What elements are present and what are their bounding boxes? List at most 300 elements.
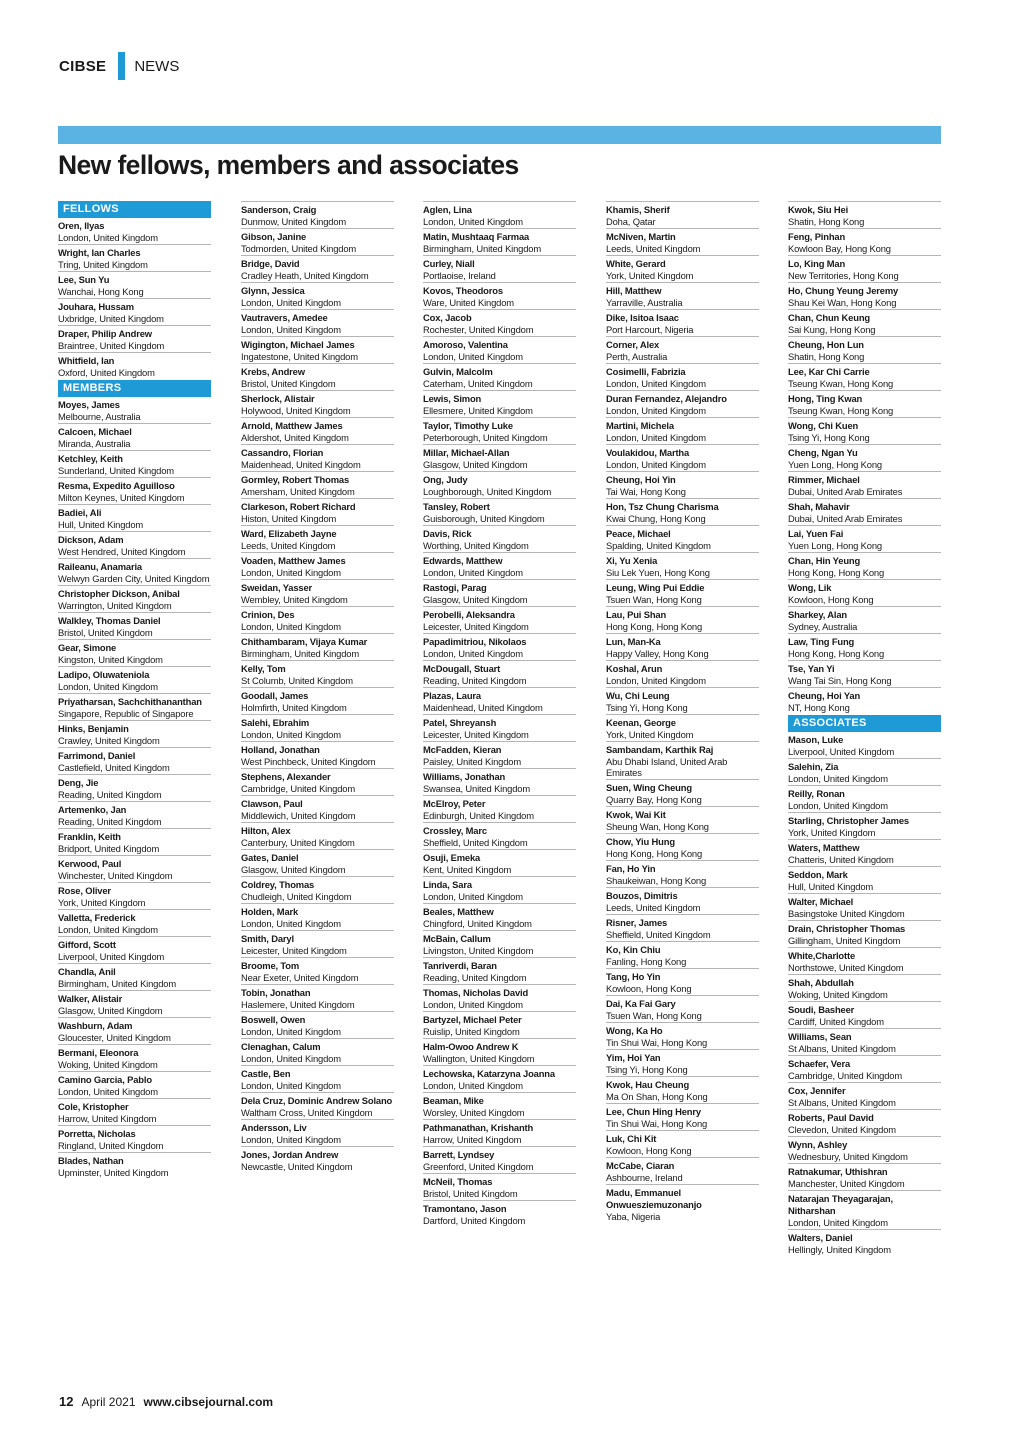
member-location: Cardiff, United Kingdom (788, 1016, 884, 1027)
member-location: Kowloon, Hong Kong (788, 594, 874, 605)
list-item (423, 1092, 576, 1119)
list-item (423, 1200, 576, 1227)
member-name: Wong, Lik (788, 582, 832, 593)
member-name: Hon, Tsz Chung Charisma (606, 501, 719, 512)
member-name: Clawson, Paul (241, 798, 303, 809)
list-item (606, 498, 759, 525)
member-name: Lee, Kar Chi Carrie (788, 366, 870, 377)
member-name: McElroy, Peter (423, 798, 486, 809)
member-location: Kingston, United Kingdom (58, 654, 163, 665)
member-location: Birmingham, United Kingdom (58, 978, 177, 989)
list-item (788, 785, 941, 812)
member-location: Milton Keynes, United Kingdom (58, 492, 185, 503)
list-item (58, 504, 211, 531)
member-name: Chow, Yiu Hung (606, 836, 675, 847)
member-name: White,Charlotte (788, 950, 856, 961)
list-item (241, 876, 394, 903)
list-item (423, 957, 576, 984)
member-name: Cassandro, Florian (241, 447, 324, 458)
list-item (423, 795, 576, 822)
list-item (241, 714, 394, 741)
member-name: Bermani, Eleonora (58, 1047, 139, 1058)
member-name: Tansley, Robert (423, 501, 490, 512)
list-item (423, 552, 576, 579)
list-item (241, 687, 394, 714)
member-location: London, United Kingdom (423, 567, 523, 578)
member-location: Glasgow, United Kingdom (423, 594, 528, 605)
member-name: Hill, Matthew (606, 285, 662, 296)
list-item (241, 606, 394, 633)
member-location: Bristol, United Kingdom (423, 1188, 518, 1199)
list-item (606, 1022, 759, 1049)
member-name: Cox, Jennifer (788, 1085, 846, 1096)
list-item (58, 450, 211, 477)
list-item (423, 1065, 576, 1092)
list-item (423, 768, 576, 795)
list-item (241, 282, 394, 309)
member-location: Gloucester, United Kingdom (58, 1032, 171, 1043)
member-name: Cosimelli, Fabrizia (606, 366, 686, 377)
member-location: Tsing Yi, Hong Kong (606, 702, 688, 713)
member-location: Hull, United Kingdom (788, 881, 874, 892)
list-item (423, 417, 576, 444)
member-location: Tin Shui Wai, Hong Kong (606, 1037, 708, 1048)
member-name: Lai, Yuen Fai (788, 528, 844, 539)
member-location: Maidenhead, United Kingdom (423, 702, 543, 713)
member-name: Aglen, Lina (423, 204, 472, 215)
list-item (423, 1146, 576, 1173)
member-name: Rose, Oliver (58, 885, 111, 896)
member-location: London, United Kingdom (241, 621, 341, 632)
list-item (241, 201, 394, 228)
list-item (241, 390, 394, 417)
list-item (606, 444, 759, 471)
member-location: London, United Kingdom (241, 567, 341, 578)
list-item (788, 1229, 941, 1256)
member-location: Leeds, United Kingdom (241, 540, 336, 551)
member-location: London, United Kingdom (606, 405, 706, 416)
list-item (58, 855, 211, 882)
member-location: Wang Tai Sin, Hong Kong (788, 675, 892, 686)
member-location: Siu Lek Yuen, Hong Kong (606, 567, 710, 578)
list-item (606, 552, 759, 579)
member-location: Kowloon Bay, Hong Kong (788, 243, 891, 254)
member-name: Goodall, James (241, 690, 309, 701)
member-name: Lee, Sun Yu (58, 274, 110, 285)
member-name: Sherlock, Alistair (241, 393, 315, 404)
member-name: Badiei, Ali (58, 507, 102, 518)
member-name: Plazas, Laura (423, 690, 481, 701)
member-name: Dike, Isitoa Isaac (606, 312, 679, 323)
list-item (241, 1119, 394, 1146)
list-item (241, 363, 394, 390)
member-name: Kovos, Theodoros (423, 285, 503, 296)
member-location: Warrington, United Kingdom (58, 600, 172, 611)
member-location: Canterbury, United Kingdom (241, 837, 355, 848)
member-location: Perth, Australia (606, 351, 668, 362)
member-location: Liverpool, United Kingdom (58, 951, 165, 962)
column-2 (241, 201, 394, 1173)
member-name: Andersson, Liv (241, 1122, 307, 1133)
member-location: Chatteris, United Kingdom (788, 854, 894, 865)
list-item (58, 909, 211, 936)
list-item (788, 974, 941, 1001)
list-item (241, 1038, 394, 1065)
list-item (606, 1157, 759, 1184)
member-location: Glasgow, United Kingdom (423, 459, 528, 470)
website-link[interactable]: www.cibsejournal.com (143, 1395, 274, 1409)
member-name: Gibson, Janine (241, 231, 307, 242)
member-location: Woking, United Kingdom (58, 1059, 158, 1070)
column-3 (423, 201, 576, 1227)
list-item (58, 352, 211, 379)
list-item (423, 282, 576, 309)
list-item (241, 1065, 394, 1092)
member-location: London, United Kingdom (241, 297, 341, 308)
member-name: Chan, Hin Yeung (788, 555, 861, 566)
list-item (606, 806, 759, 833)
member-name: Wigington, Michael James (241, 339, 355, 350)
member-name: White, Gerard (606, 258, 666, 269)
member-name: Blades, Nathan (58, 1155, 124, 1166)
list-item (58, 271, 211, 298)
member-name: Tang, Ho Yin (606, 971, 661, 982)
member-location: Tsing Yi, Hong Kong (788, 432, 870, 443)
list-item (58, 244, 211, 271)
list-item (788, 839, 941, 866)
list-item (606, 660, 759, 687)
member-name: Moyes, James (58, 399, 120, 410)
member-name: Lee, Chun Hing Henry (606, 1106, 701, 1117)
list-item (241, 660, 394, 687)
list-item (788, 471, 941, 498)
member-location: Wembley, United Kingdom (241, 594, 348, 605)
member-name: Gormley, Robert Thomas (241, 474, 350, 485)
member-location: Tseung Kwan, Hong Kong (788, 405, 894, 416)
list-item (788, 606, 941, 633)
member-name: Boswell, Owen (241, 1014, 306, 1025)
list-item (423, 1011, 576, 1038)
member-name: Gates, Daniel (241, 852, 299, 863)
member-name: Lo, King Man (788, 258, 846, 269)
member-location: Tsing Yi, Hong Kong (606, 1064, 688, 1075)
member-name: Jones, Jordan Andrew (241, 1149, 339, 1160)
member-name: Madu, Emmanuel Onwuesziemuzonanjo (606, 1187, 702, 1210)
member-location: London, United Kingdom (606, 459, 706, 470)
member-location: Kowloon, Hong Kong (606, 983, 692, 994)
member-name: Salehi, Ebrahim (241, 717, 310, 728)
list-item (606, 833, 759, 860)
list-item (606, 1103, 759, 1130)
member-location: Hull, United Kingdom (58, 519, 144, 530)
member-location: Cradley Heath, United Kingdom (241, 270, 369, 281)
member-location: Edinburgh, United Kingdom (423, 810, 534, 821)
member-name: Koshal, Arun (606, 663, 663, 674)
list-item (241, 768, 394, 795)
member-location: Newcastle, United Kingdom (241, 1161, 353, 1172)
list-item (241, 255, 394, 282)
list-item (58, 639, 211, 666)
list-item (423, 363, 576, 390)
member-location: Hong Kong, Hong Kong (788, 567, 885, 578)
member-name: Sweidan, Yasser (241, 582, 313, 593)
member-location: Aldershot, United Kingdom (241, 432, 349, 443)
list-item (606, 860, 759, 887)
member-location: Tsuen Wan, Hong Kong (606, 594, 702, 605)
member-name: Millar, Michael-Allan (423, 447, 510, 458)
member-location: West Hendred, United Kingdom (58, 546, 186, 557)
list-item (788, 525, 941, 552)
member-location: St Albans, United Kingdom (788, 1043, 896, 1054)
list-item (241, 1011, 394, 1038)
list-item (788, 417, 941, 444)
member-location: Singapore, Republic of Singapore (58, 708, 194, 719)
list-item (241, 741, 394, 768)
member-name: Kwok, Wai Kit (606, 809, 666, 820)
list-item (241, 930, 394, 957)
section-heading: FELLOWS (58, 201, 211, 218)
member-name: Wong, Chi Kuen (788, 420, 859, 431)
member-location: Welwyn Garden City, United Kingdom (58, 573, 210, 584)
member-location: London, United Kingdom (241, 1026, 341, 1037)
member-name: Rastogi, Parag (423, 582, 487, 593)
member-location: Castlefield, United Kingdom (58, 762, 170, 773)
member-name: Wynn, Ashley (788, 1139, 848, 1150)
list-item (606, 1076, 759, 1103)
member-location: London, United Kingdom (58, 1086, 158, 1097)
member-location: Maidenhead, United Kingdom (241, 459, 361, 470)
member-name: Natarajan Theyagarajan, Nitharshan (788, 1193, 893, 1216)
member-location: Cambridge, United Kingdom (788, 1070, 903, 1081)
list-item (788, 1001, 941, 1028)
member-name: Dai, Ka Fai Gary (606, 998, 676, 1009)
member-location: Shatin, Hong Kong (788, 216, 865, 227)
list-item (606, 390, 759, 417)
list-item (58, 1152, 211, 1179)
member-location: London, United Kingdom (58, 232, 158, 243)
member-name: Sanderson, Craig (241, 204, 317, 215)
member-location: Ellesmere, United Kingdom (423, 405, 533, 416)
page-footer (59, 1394, 273, 1409)
member-name: Feng, Pinhan (788, 231, 846, 242)
member-name: McFadden, Kieran (423, 744, 502, 755)
member-name: Roberts, Paul David (788, 1112, 874, 1123)
member-name: Chithambaram, Vijaya Kumar (241, 636, 368, 647)
member-name: Calcoen, Michael (58, 426, 132, 437)
member-location: Caterham, United Kingdom (423, 378, 533, 389)
member-name: McNiven, Martin (606, 231, 676, 242)
member-location: Kowloon, Hong Kong (606, 1145, 692, 1156)
member-location: Dubai, United Arab Emirates (788, 513, 903, 524)
member-location: Manchester, United Kingdom (788, 1178, 905, 1189)
member-name: Ong, Judy (423, 474, 468, 485)
member-name: Sharkey, Alan (788, 609, 848, 620)
member-name: Matin, Mushtaaq Farmaa (423, 231, 530, 242)
member-name: Ratnakumar, Uthishran (788, 1166, 888, 1177)
member-location: NT, Hong Kong (788, 702, 850, 713)
member-name: Lewis, Simon (423, 393, 482, 404)
member-name: Mason, Luke (788, 734, 844, 745)
list-item (58, 828, 211, 855)
list-item (423, 444, 576, 471)
member-location: Sheffield, United Kingdom (423, 837, 528, 848)
list-item (241, 417, 394, 444)
member-location: Livingston, United Kingdom (423, 945, 534, 956)
member-location: Birmingham, United Kingdom (241, 648, 360, 659)
member-location: London, United Kingdom (606, 432, 706, 443)
member-name: Sambandam, Karthik Raj (606, 744, 714, 755)
list-item (58, 298, 211, 325)
member-name: Tobin, Jonathan (241, 987, 311, 998)
member-location: Uxbridge, United Kingdom (58, 313, 164, 324)
member-location: London, United Kingdom (423, 351, 523, 362)
member-name: Cole, Kristopher (58, 1101, 129, 1112)
list-item (423, 660, 576, 687)
member-name: Lau, Pui Shan (606, 609, 667, 620)
member-location: Paisley, United Kingdom (423, 756, 521, 767)
member-name: Ketchley, Keith (58, 453, 123, 464)
member-location: Birmingham, United Kingdom (423, 243, 542, 254)
member-name: McBain, Callum (423, 933, 491, 944)
member-location: Reading, United Kingdom (423, 675, 527, 686)
list-item (788, 1190, 941, 1229)
member-name: Xi, Yu Xenia (606, 555, 658, 566)
member-name: Barrett, Lyndsey (423, 1149, 495, 1160)
member-name: Luk, Chi Kit (606, 1133, 657, 1144)
member-location: Hong Kong, Hong Kong (606, 621, 703, 632)
member-name: Shah, Abdullah (788, 977, 854, 988)
member-location: West Pinchbeck, United Kingdom (241, 756, 376, 767)
member-location: York, United Kingdom (606, 729, 694, 740)
list-item (58, 1071, 211, 1098)
member-name: Soudi, Basheer (788, 1004, 855, 1015)
member-location: St Albans, United Kingdom (788, 1097, 896, 1108)
member-name: Hinks, Benjamin (58, 723, 129, 734)
member-name: Taylor, Timothy Luke (423, 420, 513, 431)
member-name: Gulvin, Malcolm (423, 366, 493, 377)
list-item (58, 774, 211, 801)
list-item (606, 336, 759, 363)
member-location: Rochester, United Kingdom (423, 324, 534, 335)
member-name: Shah, Mahavir (788, 501, 850, 512)
list-item (606, 201, 759, 228)
member-name: Corner, Alex (606, 339, 660, 350)
member-name: Ko, Kin Chiu (606, 944, 661, 955)
member-name: Coldrey, Thomas (241, 879, 315, 890)
member-name: Law, Ting Fung (788, 636, 855, 647)
member-name: Whitfield, Ian (58, 355, 115, 366)
member-name: Crossley, Marc (423, 825, 487, 836)
member-name: McNeil, Thomas (423, 1176, 493, 1187)
member-name: Kwok, Hau Cheung (606, 1079, 690, 1090)
member-name: Resma, Expedito Aguilloso (58, 480, 175, 491)
member-location: Melbourne, Australia (58, 411, 141, 422)
list-item (423, 1119, 576, 1146)
list-item (606, 914, 759, 941)
member-name: Peace, Michael (606, 528, 671, 539)
member-location: Ringland, United Kingdom (58, 1140, 164, 1151)
member-name: Ladipo, Oluwateniola (58, 669, 150, 680)
header-divider (118, 52, 125, 80)
member-location: Holmfirth, United Kingdom (241, 702, 347, 713)
member-location: Reading, United Kingdom (58, 816, 162, 827)
member-location: Harrow, United Kingdom (58, 1113, 157, 1124)
member-location: Chudleigh, United Kingdom (241, 891, 352, 902)
member-location: Leeds, United Kingdom (606, 243, 701, 254)
list-item (241, 984, 394, 1011)
member-name: Rimmer, Michael (788, 474, 860, 485)
section-heading: MEMBERS (58, 380, 211, 397)
list-item (241, 498, 394, 525)
member-name: Waters, Matthew (788, 842, 860, 853)
list-item (241, 552, 394, 579)
member-location: Yaba, Nigeria (606, 1211, 661, 1222)
list-item (606, 228, 759, 255)
member-location: Shaukeiwan, Hong Kong (606, 875, 707, 886)
member-name: Suen, Wing Cheung (606, 782, 692, 793)
member-name: Smith, Daryl (241, 933, 294, 944)
member-location: Sydney, Australia (788, 621, 858, 632)
member-name: Bartyzel, Michael Peter (423, 1014, 522, 1025)
member-location: Ware, United Kingdom (423, 297, 514, 308)
member-location: Tin Shui Wai, Hong Kong (606, 1118, 708, 1129)
list-item (58, 693, 211, 720)
member-location: Bristol, United Kingdom (58, 627, 153, 638)
list-item (241, 525, 394, 552)
list-item (423, 390, 576, 417)
member-name: Papadimitriou, Nikolaos (423, 636, 527, 647)
list-item (606, 363, 759, 390)
member-name: Bouzos, Dimitris (606, 890, 678, 901)
member-name: Dela Cruz, Dominic Andrew Solano (241, 1095, 393, 1106)
member-name: Arnold, Matthew James (241, 420, 343, 431)
member-location: Clevedon, United Kingdom (788, 1124, 896, 1135)
member-location: London, United Kingdom (788, 800, 888, 811)
list-item (606, 887, 759, 914)
list-item (606, 687, 759, 714)
list-item (606, 995, 759, 1022)
list-item (788, 228, 941, 255)
list-item (423, 606, 576, 633)
member-location: Port Harcourt, Nigeria (606, 324, 694, 335)
member-name: McDougall, Stuart (423, 663, 501, 674)
member-location: Happy Valley, Hong Kong (606, 648, 709, 659)
member-name: Holden, Mark (241, 906, 299, 917)
member-name: Halm-Owoo Andrew K (423, 1041, 519, 1052)
member-location: New Territories, Hong Kong (788, 270, 899, 281)
list-item (788, 255, 941, 282)
list-item (788, 866, 941, 893)
member-location: York, United Kingdom (58, 897, 146, 908)
member-location: Glasgow, United Kingdom (58, 1005, 163, 1016)
member-name: Risner, James (606, 917, 668, 928)
member-name: Crinion, Des (241, 609, 295, 620)
brand-logo: CIBSE (59, 57, 107, 75)
member-location: London, United Kingdom (423, 1080, 523, 1091)
member-name: Tanriverdi, Baran (423, 960, 497, 971)
list-item (788, 1055, 941, 1082)
list-item (241, 309, 394, 336)
list-item (58, 423, 211, 450)
member-location: Kent, United Kingdom (423, 864, 512, 875)
member-name: Christopher Dickson, Anibal (58, 588, 180, 599)
member-location: Worthing, United Kingdom (423, 540, 529, 551)
member-location: Ingatestone, United Kingdom (241, 351, 358, 362)
list-item (58, 1098, 211, 1125)
member-name: Lechowska, Katarzyna Joanna (423, 1068, 555, 1079)
member-name: Holland, Jonathan (241, 744, 320, 755)
list-item (606, 471, 759, 498)
